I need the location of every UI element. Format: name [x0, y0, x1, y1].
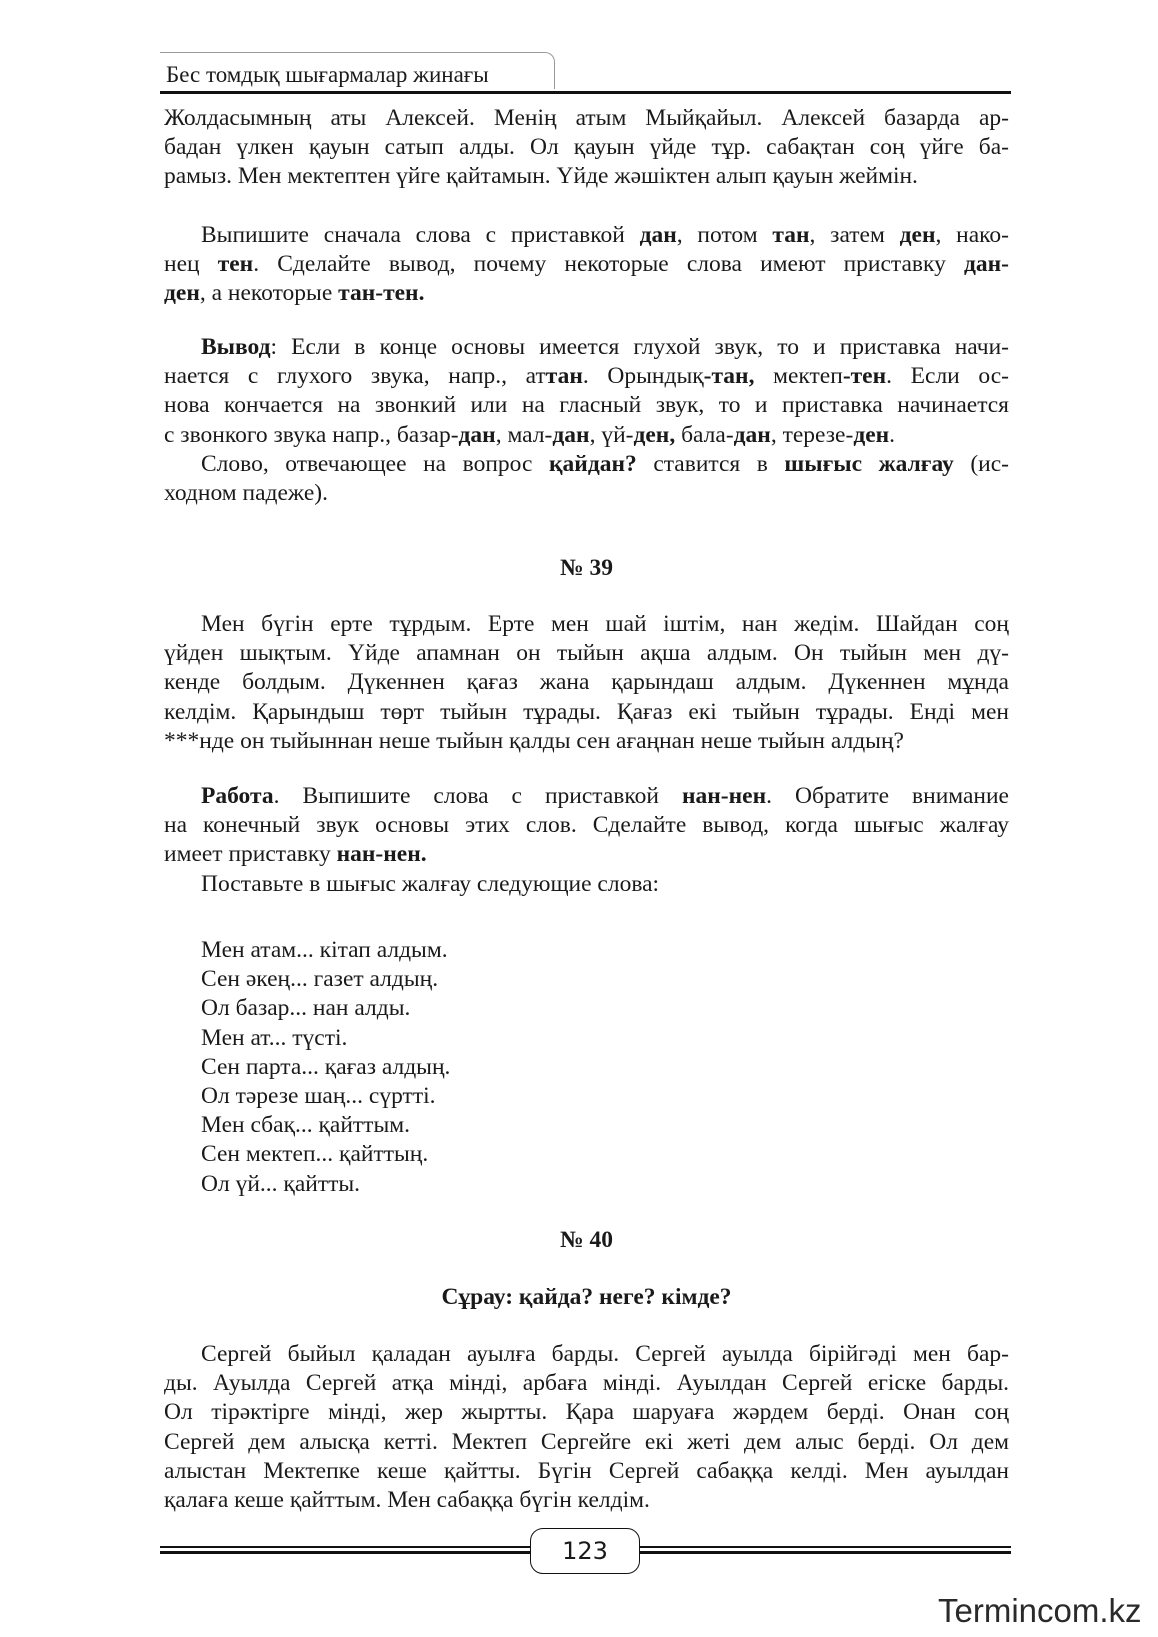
text-line: қалаға кеше қайттым. Мен сабаққа бүгін келдім.: [164, 1487, 650, 1514]
text-line: Жолдасымның аты Алексей. Менің атым Мыйқайыл. Алексей базарда ар-: [164, 105, 1009, 131]
text-line: Поставьте в шығыс жалғау следующие слова:: [201, 870, 660, 897]
text-line: на конечный звук основы этих слов. Сделайте вывод, когда шығыс жалғау: [164, 812, 1009, 839]
exercise-item: Сен парта... қағаз алдың.: [201, 1053, 451, 1080]
watermark-logo: Termincom.kz: [938, 1592, 1142, 1629]
text-line: үйден шықтым. Үйде апамнан он тыйын ақша алдым. Он тыйын мен дү-: [164, 640, 1009, 667]
text-line: нова кончается на звонкий или на гласный звук, то и приставка начинается: [164, 392, 1009, 419]
text-line: Работа. Выпишите слова с приставкой нан-нен. Обратите внимание: [201, 783, 1009, 809]
section-heading-39: № 39: [560, 555, 613, 581]
text-line: рамыз. Мен мектептен үйге қайтамын. Үйде жәшіктен алып қауын жеймін.: [164, 163, 918, 190]
section-heading-40: № 40: [560, 1227, 613, 1253]
text-line: алыстан Мектепке кеше қайтты. Бүгін Сергей сабаққа келді. Мен ауылдан: [164, 1457, 1009, 1484]
running-header-title: Бес томдық шығармалар жинағы: [166, 62, 489, 87]
text-line: Мен бүгін ерте тұрдым. Ерте мен шай іштім, нан жедім. Шайдан соң: [201, 611, 1009, 637]
text-line: кенде болдым. Дүкеннен қағаз жана қарындаш алдым. Дүкеннен мұнда: [164, 669, 1009, 696]
footer-rule-right-thick: [640, 1551, 1011, 1554]
task-paragraph: [164, 221, 1009, 309]
text-line: ходном падеже).: [164, 480, 328, 507]
page-number: 123: [530, 1528, 640, 1574]
footer-rule-right: [640, 1546, 1011, 1548]
exercise-item: Сен әкең... газет алдың.: [201, 966, 439, 993]
text-line: Сергей дем алысқа кетті. Мектеп Сергейге екі жеті дем алыс берді. Ол дем: [164, 1428, 1009, 1455]
exercise-item: Мен ат... түсті.: [201, 1024, 348, 1051]
text-line: нец тен. Сделайте вывод, почему некоторые слова имеют приставку дан-: [164, 251, 1009, 278]
text-line: Слово, отвечающее на вопрос қайдан? ставится в шығыс жалғау (ис-: [201, 450, 1009, 477]
section40-subheading: Сұрау: қайда? неге? кімде?: [441, 1284, 732, 1310]
text-line: ды. Ауылда Сергей атқа мінді, арбаға мінді. Ауылдан Сергей егіске барды.: [164, 1370, 1009, 1397]
exercise-item: Ол базар... нан алды.: [201, 995, 411, 1022]
exercise-list: [201, 936, 450, 1199]
exercise-item: Ол тәрезе шаң... сүртті.: [201, 1083, 436, 1110]
section39-paragraph: [164, 610, 1009, 756]
work-paragraph: [164, 782, 1009, 899]
intro-paragraph: [164, 104, 1009, 192]
footer-rule-left-thick: [160, 1551, 532, 1554]
text-line: Вывод: Если в конце основы имеется глухой звук, то и приставка начи-: [201, 334, 1009, 360]
text-line: нается с глухого звука, напр., аттан. Орындық-тан, мектеп-тен. Если ос-: [164, 363, 1009, 390]
text-line: имеет приставку нан-нен.: [164, 841, 427, 868]
exercise-item: Мен сбақ... қайттым.: [201, 1112, 410, 1139]
text-line: ден, а некоторые тан-тен.: [164, 280, 425, 307]
text-line: Ол тірәктірге мінді, жер жыртты. Қара шаруаға жәрдем берді. Онан соң: [164, 1399, 1009, 1426]
text-line: келдім. Қарындыш төрт тыйын тұрады. Қағаз екі тыйын тұрады. Енді мен: [164, 698, 1009, 725]
footer-rule-left: [160, 1546, 532, 1548]
conclusion-paragraph: [164, 333, 1009, 508]
exercise-item: Сен мектеп... қайттың.: [201, 1141, 429, 1168]
section40-paragraph: [164, 1340, 1009, 1515]
header-rule: [160, 91, 1011, 94]
exercise-item: Ол үй... қайтты.: [201, 1170, 361, 1197]
text-line: ***нде он тыйыннан неше тыйын қалды сен ағаңнан неше тыйын алдың?: [164, 727, 904, 754]
text-line: бадан үлкен қауын сатып алды. Ол қауын үйде тұр. сабақтан соң үйге ба-: [164, 134, 1009, 161]
exercise-item: Мен атам... кітап алдым.: [201, 937, 448, 963]
text-line: Выпишите сначала слова с приставкой дан, потом тан, затем ден, нако-: [201, 222, 1009, 248]
text-line: с звонкого звука напр., базар-дан, мал-дан, үй-ден, бала-дан, терезе-ден.: [164, 421, 896, 448]
text-line: Сергей быйыл қаладан ауылға барды. Сергей ауылда бірійгәді мен бар-: [201, 1341, 1009, 1367]
